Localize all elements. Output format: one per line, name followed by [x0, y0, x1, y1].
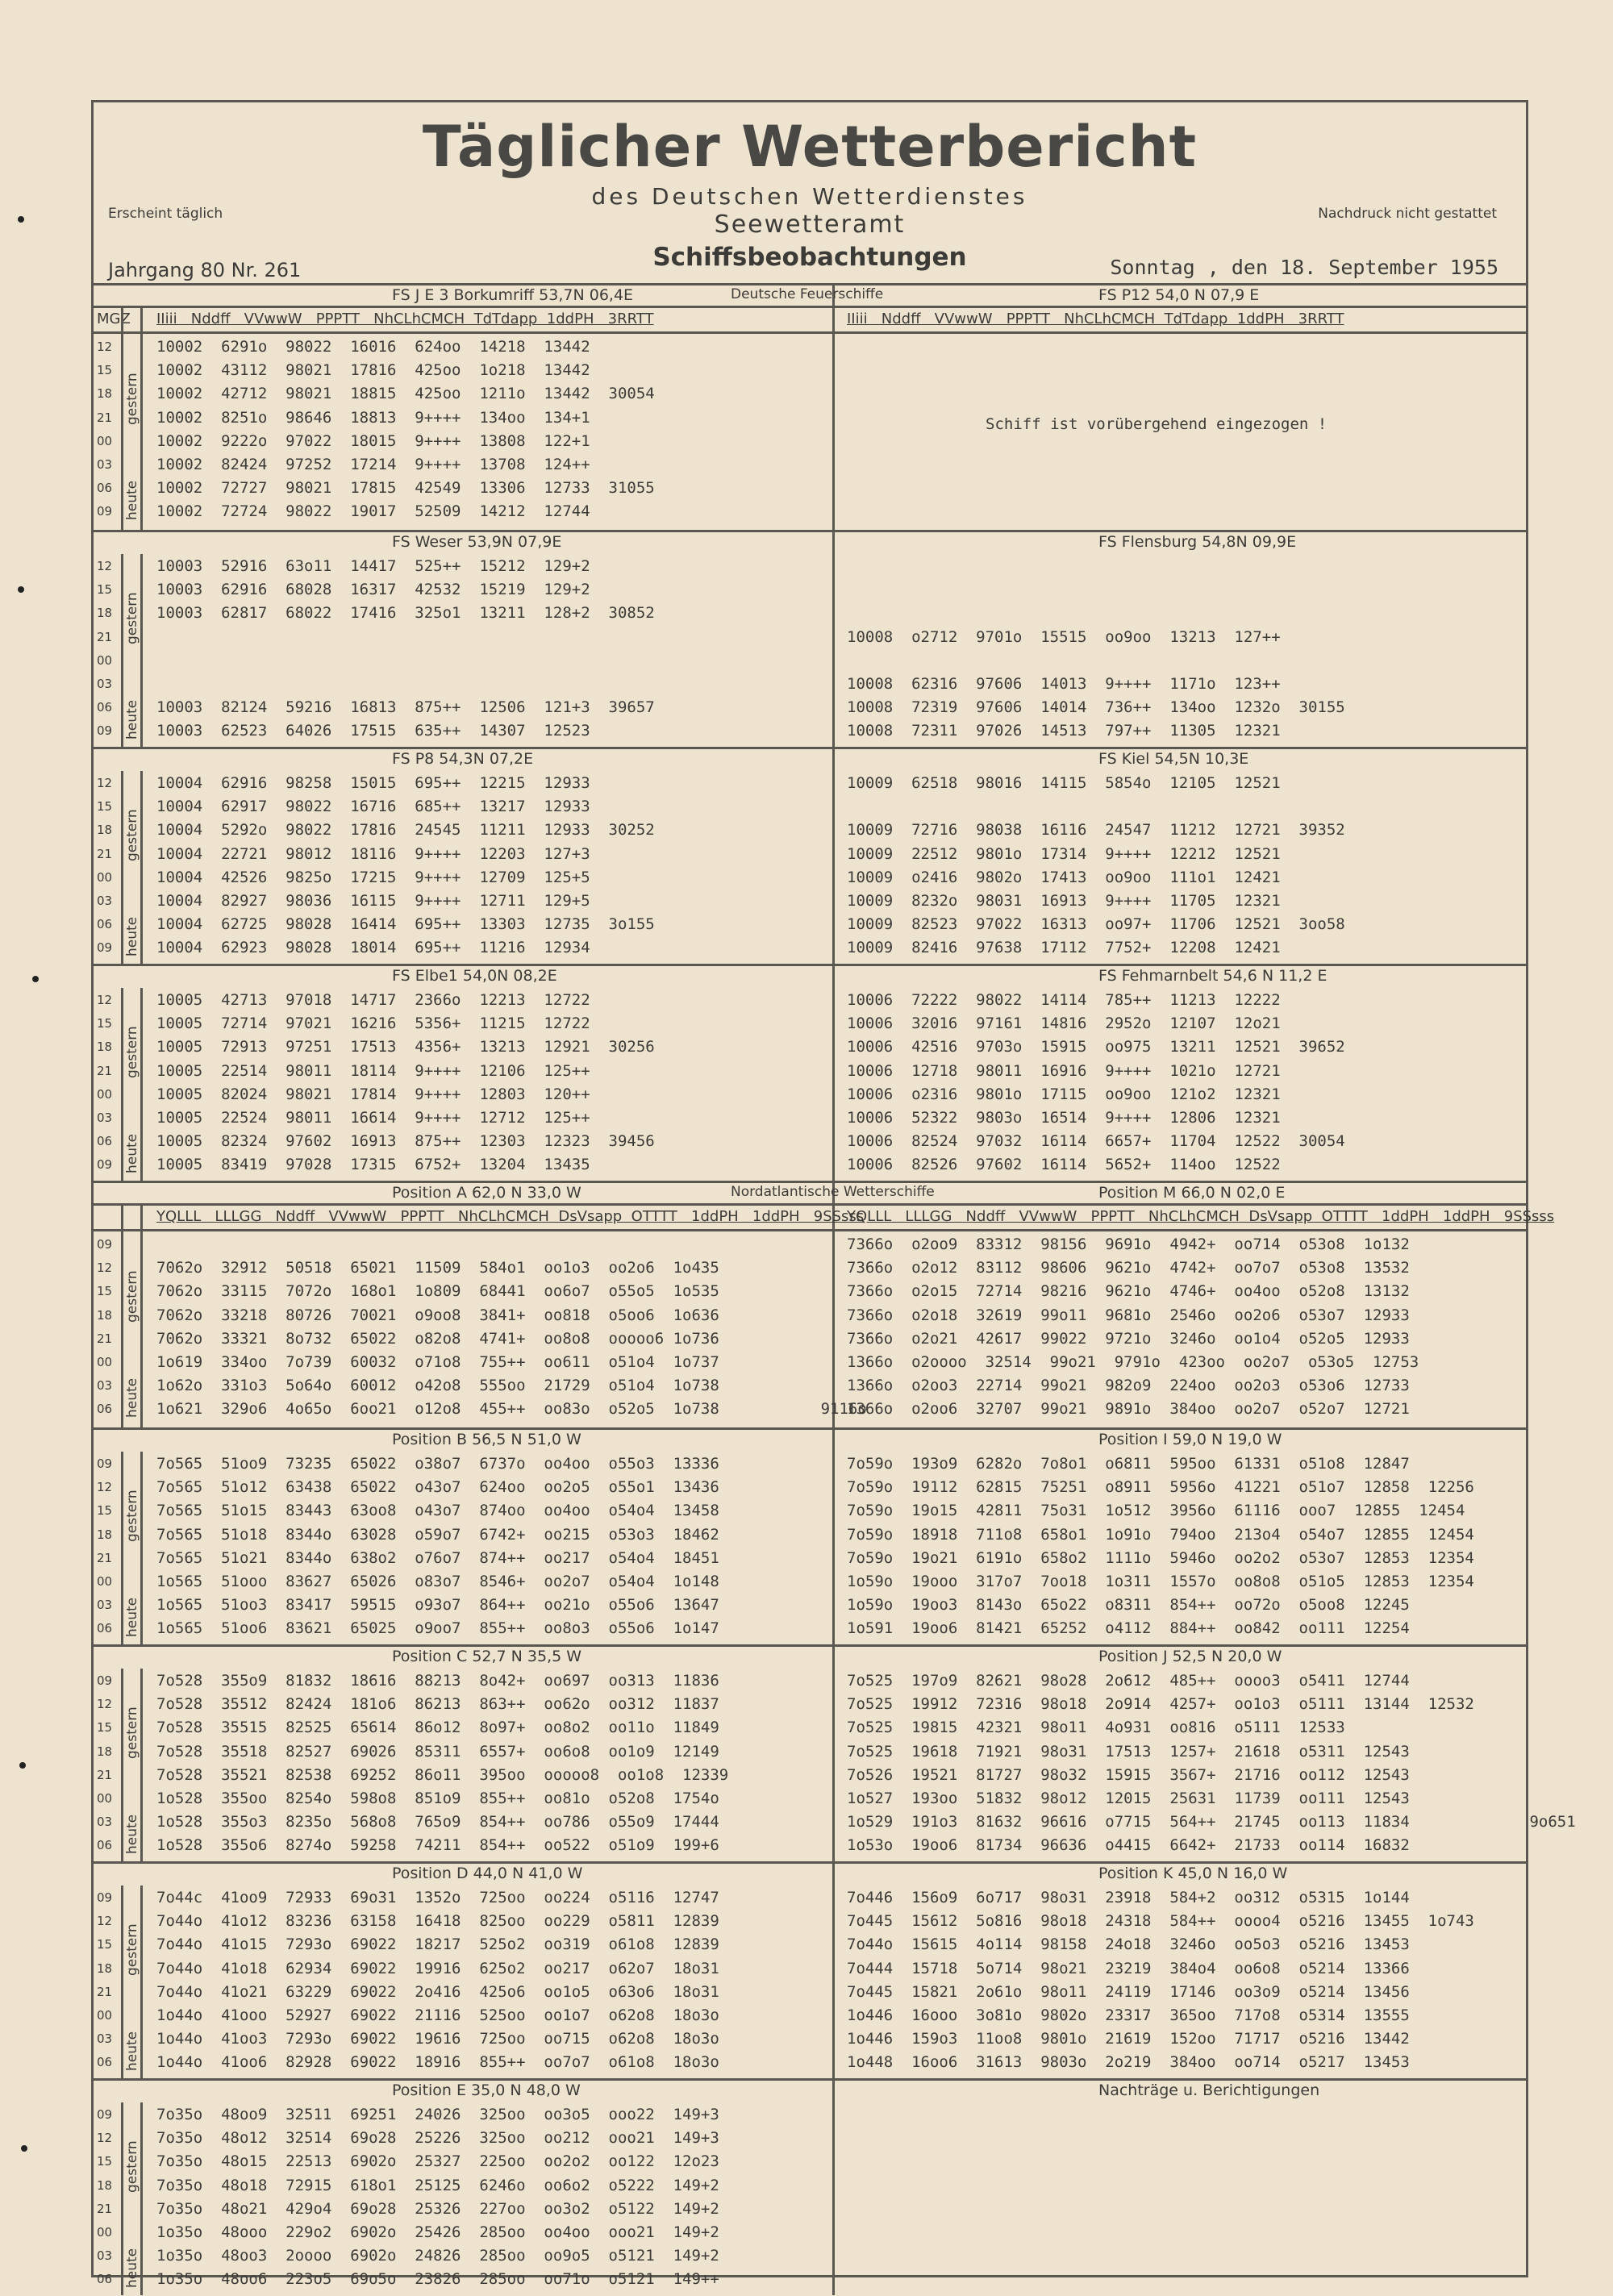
observation-row: 10009 72716 98038 16116 24547 11212 12721 39352	[847, 821, 1345, 840]
observation-row: 7062o 33321 8o732 65022 o82o8 4741+ oo8o8 ooooo6 1o736	[156, 1329, 719, 1348]
station-title: FS Kiel 54,5N 10,3E	[1098, 750, 1249, 768]
observation-hour: 12	[97, 559, 113, 573]
station-note: Schiff ist vorübergehend eingezogen !	[986, 415, 1327, 433]
observation-hour: 00	[97, 1574, 113, 1589]
section-label: Deutsche Feuerschiffe	[731, 286, 884, 302]
observation-row: 7o526 19521 81727 98o32 15915 3567+ 21716 oo112 12543	[847, 1765, 1410, 1784]
binding-hole-dot	[32, 976, 39, 982]
column-divider	[832, 530, 835, 747]
observation-row: 7o525 19618 71921 98o31 17513 1257+ 21618 o5311 12543	[847, 1742, 1410, 1761]
observation-row: 7o528 35518 82527 69026 85311 6557+ oo6o8 oo1o9 12149	[156, 1742, 719, 1761]
observation-row: 7o44c 41oo9 72933 69o31 1352o 725oo oo224 o5116 12747	[156, 1889, 719, 1906]
observation-hour: 06	[97, 1838, 113, 1853]
observation-row: 7062o 32912 50518 65021 11509 584o1 oo1o3 oo2o6 1o435	[156, 1259, 719, 1277]
observation-row: 10006 72222 98022 14114 785++ 11213 12222	[847, 991, 1281, 1009]
observation-row: 10008 72311 97026 14513 797++ 11305 12321	[847, 722, 1281, 740]
observation-hour: 15	[97, 582, 113, 598]
observation-hour: 09	[97, 1237, 113, 1252]
observation-hour: 00	[97, 1086, 113, 1102]
observation-row: 1o59o 19ooo 317o7 7oo18 1o311 1557o oo8o8 o51o5 12853 12354	[847, 1573, 1474, 1590]
observation-row: 7o446 156o9 6o717 98o31 23918 584+2 oo312 o5315 1o144	[847, 1889, 1410, 1906]
observation-row: 10004 22721 98012 18116 9++++ 12203 127+3	[156, 844, 590, 863]
observation-row: 10006 32016 97161 14816 2952o 12107 12o21	[847, 1015, 1281, 1033]
observation-row: 7o44o 41o12 83236 63158 16418 825oo oo229 o5811 12839	[156, 1912, 719, 1931]
observation-row: 7o44o 41o15 7293o 69022 18217 525o2 oo319 o61o8 12839	[156, 1936, 719, 1954]
column-divider	[832, 1861, 835, 2078]
observation-row: 7366o o2o18 32619 99o11 9681o 2546o oo2o6 o53o7 12933	[847, 1306, 1410, 1324]
observation-hour: 00	[97, 1355, 113, 1369]
observation-row: 7o525 19815 42321 98o11 4o931 oo816 o5111 12533	[847, 1719, 1345, 1737]
observation-row: 10006 82526 97602 16114 5652+ 114oo 12522	[847, 1156, 1281, 1174]
column-divider	[832, 1644, 835, 1861]
observation-hour: 09	[97, 504, 113, 519]
observation-hour: 18	[97, 1961, 113, 1976]
section-divider	[94, 283, 1526, 285]
observation-row: 7o528 35521 82538 69252 86o11 395oo ooooo8 oo1o8 12339	[156, 1765, 729, 1784]
hour-column-divider	[121, 1886, 123, 2078]
observation-row: 1o621 329o6 4o65o 6oo21 o12o8 455++ oo83o o52o5 1o738 9116o	[156, 1400, 867, 1419]
observation-row: 7o565 51o15 83443 63oo8 o43o7 874oo oo4oo o54o4 13458	[156, 1502, 719, 1520]
observation-row: 10003 62817 68022 17416 325o1 13211 128+2 30852	[156, 604, 655, 623]
observation-hour: 12	[97, 1261, 113, 1276]
observation-row: 10004 42526 9825o 17215 9++++ 12709 125+5	[156, 868, 590, 886]
observation-hour: 15	[97, 2154, 113, 2169]
observation-row: 10003 62916 68028 16317 42532 15219 129+2	[156, 581, 590, 599]
observation-row: 7o445 15821 2o61o 98o11 24119 17146 oo3o9 o5214 13456	[847, 1982, 1410, 2001]
observation-hour: 18	[97, 386, 113, 402]
observation-row: 10005 82324 97602 16913 875++ 12303 12323 39456	[156, 1132, 655, 1151]
observation-hour: 18	[97, 606, 113, 621]
observation-row: 10003 62523 64026 17515 635++ 14307 12523	[156, 722, 590, 740]
station-title: Nachträge u. Berichtigungen	[1098, 2081, 1320, 2099]
observation-row: 7o44o 41o21 63229 69022 2o416 425o6 oo1o5 o63o6 18o31	[156, 1982, 719, 2001]
observation-hour: 06	[97, 700, 113, 715]
observation-hour: 21	[97, 629, 113, 644]
observation-row: 10009 22512 9801o 17314 9++++ 12212 12521	[847, 844, 1281, 863]
station-title: Position I 59,0 N 19,0 W	[1098, 1431, 1282, 1448]
observation-row: 10005 42713 97018 14717 2366o 12213 12722	[156, 991, 590, 1009]
section-divider	[94, 964, 1526, 966]
observation-hour: 03	[97, 677, 113, 691]
observation-row: 7o44o 15615 4o114 98158 24o18 3246o oo5o3 o5216 13453	[847, 1936, 1410, 1954]
observation-row: 7o528 35512 82424 181o6 86213 863++ oo62o oo312 11837	[156, 1695, 719, 1714]
observation-row: 7366o o2o21 42617 99022 9721o 3246o oo1o4 o52o5 12933	[847, 1329, 1410, 1348]
observation-row: 7o445 15612 5o816 98o18 24318 584++ oooo4 o5216 13455 1o743	[847, 1912, 1474, 1931]
observation-hour: 21	[97, 846, 113, 861]
column-header-divider	[94, 306, 1526, 308]
observation-row: 1o35o 48oo3 2oooo 6902o 24826 285oo oo9o5 o5121 149+2	[156, 2247, 719, 2265]
observation-row: 10002 9222o 97022 18015 9++++ 13808 122+1	[156, 431, 590, 450]
observation-row: 7o59o 19o21 6191o 658o2 1111o 5946o oo2o2 o53o7 12853 12354	[847, 1548, 1474, 1567]
observation-row: 10009 82523 97022 16313 oo97+ 11706 12521 3oo58	[847, 915, 1345, 934]
day-label-gestern: gestern	[124, 2140, 140, 2193]
day-label-gestern: gestern	[124, 1706, 140, 1759]
observation-hour: 15	[97, 1284, 113, 1299]
section-divider	[94, 1181, 1526, 1183]
observation-row: 7o565 51o21 8344o 638o2 o76o7 874++ oo217 o54o4 18451	[156, 1548, 719, 1567]
observation-hour: 09	[97, 1456, 113, 1471]
observation-row: 1o446 16ooo 3o81o 9802o 23317 365oo 717o8 o5314 13555	[847, 2006, 1410, 2024]
observation-hour: 00	[97, 1791, 113, 1806]
column-divider	[832, 283, 835, 530]
hour-column-divider	[121, 1205, 123, 1427]
station-title: FS Elbe1 54,0N 08,2E	[392, 967, 557, 985]
observation-row: 10005 82024 98021 17814 9++++ 12803 120++	[156, 1085, 590, 1103]
day-label-heute: heute	[124, 1597, 140, 1637]
station-title: FS P12 54,0 N 07,9 E	[1098, 286, 1260, 304]
observation-row: 1366o o2oooo 32514 99o21 9791o 423oo oo2o7 o53o5 12753	[847, 1353, 1419, 1371]
observation-row: 7o528 355o9 81832 18616 88213 8o42+ oo697 oo313 11836	[156, 1672, 719, 1690]
observation-row: 10003 82124 59216 16813 875++ 12506 121+3 39657	[156, 698, 655, 717]
day-column-divider	[140, 988, 143, 1181]
observation-hour: 12	[97, 1697, 113, 1712]
observation-row: 7o444 15718 5o714 98o21 23219 384o4 oo6o8 o5214 13366	[847, 1959, 1410, 1977]
observation-hour: 06	[97, 2272, 113, 2287]
binding-hole-dot	[18, 216, 24, 223]
day-label-heute: heute	[124, 2248, 140, 2288]
hour-column-divider	[121, 988, 123, 1181]
station-title: FS P8 54,3N 07,2E	[392, 750, 534, 768]
issue-number: Jahrgang 80 Nr. 261	[108, 259, 302, 281]
observation-row: 10002 42712 98021 18815 425oo 1211o 13442 30054	[156, 385, 655, 403]
observation-row: 10004 62916 98258 15015 695++ 12215 12933	[156, 774, 590, 792]
observation-row: 10002 6291o 98022 16016 624oo 14218 13442	[156, 338, 590, 356]
day-column-divider	[140, 1205, 143, 1427]
copyright-note: Nachdruck nicht gestattet	[1318, 206, 1497, 222]
binding-hole-dot	[19, 1762, 26, 1769]
observation-row: 7o59o 19112 62815 75251 o8911 5956o 41221 o51o7 12858 12256	[847, 1478, 1474, 1497]
observation-hour: 15	[97, 1503, 113, 1519]
observation-row: 1o35o 48ooo 229o2 6902o 25426 285oo oo4oo ooo21 149+2	[156, 2223, 719, 2241]
observation-hour: 15	[97, 1937, 113, 1952]
observation-hour: 21	[97, 1767, 113, 1782]
observation-hour: 18	[97, 1744, 113, 1759]
observation-row: 10005 83419 97028 17315 6752+ 13204 13435	[156, 1156, 590, 1174]
observation-row: 7o35o 48o12 32514 69o28 25226 325oo oo212 ooo21 149+3	[156, 2129, 719, 2148]
observation-row: 1o44o 41ooo 52927 69022 21116 525oo oo1o7 o62o8 18o3o	[156, 2006, 719, 2024]
column-header: IIiii Nddff VVwwW PPPTT NhCLhCMCH TdTdapp 1ddPH 3RRTT	[847, 310, 1344, 327]
observation-row: 1o565 51oo3 83417 59515 o93o7 864++ oo21o o55o6 13647	[156, 1596, 719, 1615]
observation-hour: 18	[97, 2177, 113, 2193]
section-divider	[94, 1861, 1526, 1864]
observation-hour: 03	[97, 2248, 113, 2264]
observation-row: 1o528 355o3 8235o 568o8 765o9 854++ oo786 o55o9 17444	[156, 1813, 719, 1831]
station-title: Position E 35,0 N 48,0 W	[392, 2081, 581, 2099]
observation-hour: 00	[97, 652, 113, 668]
day-label-gestern: gestern	[124, 1490, 140, 1542]
observation-hour: 18	[97, 1527, 113, 1542]
observation-row: 10004 5292o 98022 17816 24545 11211 12933 30252	[156, 821, 655, 840]
observation-hour: 21	[97, 2201, 113, 2216]
section-divider	[94, 2078, 1526, 2081]
observation-row: 7062o 33115 7072o 168o1 1o809 68441 oo6o7 o55o5 1o535	[156, 1282, 719, 1301]
observation-row: 10006 82524 97032 16114 6657+ 11704 12522 30054	[847, 1132, 1345, 1151]
report-office: Seewetteramt	[714, 210, 906, 239]
observation-row: 10009 62518 98016 14115 5854o 12105 12521	[847, 774, 1281, 792]
observation-row: 7o59o 193o9 6282o 7o8o1 o6811 595oo 61331 o51o8 12847	[847, 1455, 1410, 1473]
observation-row: 10005 22524 98011 16614 9++++ 12712 125++	[156, 1109, 590, 1127]
observation-row: 7o35o 48o21 429o4 69o28 25326 227oo oo3o2 o5122 149+2	[156, 2199, 719, 2218]
observation-row: 10008 62316 97606 14013 9++++ 1171o 123++	[847, 675, 1281, 693]
observation-row: 7o35o 48oo9 32511 69251 24026 325oo oo3o5 ooo22 149+3	[156, 2106, 719, 2123]
observation-hour: 06	[97, 917, 113, 932]
report-subtitle: des Deutschen Wetterdienstes	[591, 183, 1028, 210]
day-column-divider	[140, 1669, 143, 1861]
observation-hour: 06	[97, 1134, 113, 1149]
observation-row: 7o35o 48o18 72915 618o1 25125 6246o oo6o2 o5222 149+2	[156, 2176, 719, 2194]
day-label-heute: heute	[124, 1814, 140, 1854]
observation-row: 10006 12718 98011 16916 9++++ 1021o 12721	[847, 1061, 1281, 1080]
day-label-heute: heute	[124, 2031, 140, 2071]
day-column-divider	[140, 554, 143, 747]
observation-row: 10004 62917 98022 16716 685++ 13217 12933	[156, 798, 590, 816]
hour-column-divider	[121, 771, 123, 964]
day-label-heute: heute	[124, 1377, 140, 1418]
observation-row: 10004 62923 98028 18014 695++ 11216 12934	[156, 939, 590, 957]
observation-row: 7366o o2oo9 83312 98156 9691o 4942+ oo714 o53o8 1o132	[847, 1236, 1410, 1253]
observation-hour: 03	[97, 894, 113, 908]
observation-row: 10009 o2416 9802o 17413 oo9oo 111o1 12421	[847, 868, 1281, 886]
issue-date: Sonntag , den 18. September 1955	[1110, 256, 1498, 279]
observation-hour: 12	[97, 776, 113, 790]
station-title: FS J E 3 Borkumriff 53,7N 06,4E	[392, 286, 634, 304]
observation-row: 1o591 19oo6 81421 65252 o4112 884++ oo842 oo111 12254	[847, 1619, 1410, 1638]
observation-row: 1366o o2oo6 32707 99o21 9891o 384oo oo2o7 o52o7 12721	[847, 1400, 1410, 1419]
observation-hour: 12	[97, 1914, 113, 1929]
day-label-heute: heute	[124, 699, 140, 740]
observation-row: 7o59o 18918 711o8 658o1 1o91o 794oo 213o4 o54o7 12855 12454	[847, 1525, 1474, 1544]
observation-row: 7o35o 48o15 22513 6902o 25327 225oo oo2o2 oo122 12o23	[156, 2152, 719, 2171]
report-section: Schiffsbeobachtungen	[652, 243, 967, 272]
day-column-divider	[140, 771, 143, 964]
hour-column-divider	[121, 1452, 123, 1644]
observation-hour: 00	[97, 869, 113, 885]
column-divider	[832, 964, 835, 1181]
section-label: Nordatlantische Wetterschiffe	[731, 1184, 935, 1200]
binding-hole-dot	[21, 2145, 27, 2152]
observation-row: 10006 o2316 9801o 17115 oo9oo 121o2 12321	[847, 1085, 1281, 1103]
observation-hour: 18	[97, 1040, 113, 1055]
observation-hour: 21	[97, 1063, 113, 1078]
column-header: YQLLL LLLGG Nddff VVwwW PPPTT NhCLhCMCH DsVsapp OTTTT 1ddPH 1ddPH 9SSsss	[156, 1208, 865, 1225]
observation-row: 10008 72319 97606 14014 736++ 134oo 1232o 30155	[847, 698, 1345, 717]
observation-row: 7o565 51oo9 73235 65022 o38o7 6737o oo4oo o55o3 13336	[156, 1455, 719, 1473]
observation-hour: 12	[97, 993, 113, 1007]
observation-hour: 06	[97, 1402, 113, 1417]
observation-row: 10002 43112 98021 17816 425oo 1o218 13442	[156, 361, 590, 380]
station-title: FS Flensburg 54,8N 09,9E	[1098, 533, 1297, 551]
observation-row: 10003 52916 63o11 14417 525++ 15212 129+2	[156, 557, 590, 575]
observation-hour: 06	[97, 481, 113, 496]
column-divider	[832, 747, 835, 964]
observation-row: 7o565 51o18 8344o 63028 o59o7 6742+ oo215 o53o3 18462	[156, 1525, 719, 1544]
day-label-heute: heute	[124, 916, 140, 956]
publication-note: Erscheint täglich	[108, 206, 223, 222]
column-header: IIiii Nddff VVwwW PPPTT NhCLhCMCH TdTdapp 1ddPH 3RRTT	[156, 310, 654, 327]
station-title: Position J 52,5 N 20,0 W	[1098, 1648, 1282, 1665]
observation-row: 10006 42516 9703o 15915 oo975 13211 12521 39652	[847, 1038, 1345, 1056]
day-column-divider	[140, 1452, 143, 1644]
day-label-gestern: gestern	[124, 1026, 140, 1078]
observation-row: 10002 82424 97252 17214 9++++ 13708 124++	[156, 456, 590, 473]
station-title: Position C 52,7 N 35,5 W	[392, 1648, 582, 1665]
observation-row: 1o446 159o3 11oo8 9801o 21619 152oo 71717 o5216 13442	[847, 2030, 1410, 2048]
weather-report-sheet	[91, 100, 1576, 2289]
observation-hour: 15	[97, 363, 113, 378]
observation-row: 7o525 197o9 82621 98o28 2o612 485++ oooo3 o5411 12744	[847, 1672, 1410, 1690]
day-column-divider	[140, 307, 143, 530]
section-divider	[94, 1427, 1526, 1430]
day-label-heute: heute	[124, 480, 140, 520]
column-divider	[832, 2078, 835, 2295]
observation-row: 1o565 51ooo 83627 65026 o83o7 8546+ oo2o7 o54o4 1o148	[156, 1573, 719, 1590]
day-label-gestern: gestern	[124, 809, 140, 861]
station-title: Position A 62,0 N 33,0 W	[392, 1184, 581, 1202]
column-header-divider	[94, 1203, 1526, 1206]
observation-row: 7366o o2o15 72714 98216 9621o 4746+ oo4oo o52o8 13132	[847, 1282, 1410, 1301]
observation-row: 7366o o2o12 83112 98606 9621o 4742+ oo7o7 o53o8 13532	[847, 1259, 1410, 1277]
observation-hour: 00	[97, 433, 113, 448]
observation-row: 1366o o2oo3 22714 99o21 982o9 224oo oo2o3 o53o6 12733	[847, 1377, 1410, 1395]
station-title: FS Fehmarnbelt 54,6 N 11,2 E	[1098, 967, 1327, 985]
observation-row: 10002 8251o 98646 18813 9++++ 134oo 134+1	[156, 408, 590, 427]
observation-row: 10005 22514 98011 18114 9++++ 12106 125++	[156, 1061, 590, 1080]
observation-hour: 15	[97, 799, 113, 815]
observation-hour: 21	[97, 410, 113, 425]
observation-row: 10008 o2712 9701o 15515 oo9oo 13213 127++	[847, 627, 1281, 646]
observation-hour: 15	[97, 1016, 113, 1031]
observation-row: 1o529 191o3 81632 96616 o7715 564++ 21745 oo113 11834 9o651	[847, 1813, 1576, 1831]
observation-hour: 18	[97, 823, 113, 838]
observation-row: 10002 72727 98021 17815 42549 13306 12733 31055	[156, 479, 655, 498]
observation-row: 1o528 355oo 8254o 598o8 851o9 855++ oo81o o52o8 1754o	[156, 1790, 719, 1807]
observation-hour: 06	[97, 2055, 113, 2070]
observation-row: 10004 82927 98036 16115 9++++ 12711 129+5	[156, 892, 590, 910]
observation-hour: 12	[97, 1480, 113, 1495]
observation-hour: 03	[97, 1815, 113, 1830]
observation-hour: 09	[97, 2107, 113, 2122]
hour-column-divider	[121, 554, 123, 747]
observation-row: 1o619 334oo 7o739 60032 o71o8 755++ oo611 o51o4 1o737	[156, 1353, 719, 1371]
observation-hour: 09	[97, 1157, 113, 1173]
observation-row: 1o565 51oo6 83621 65025 o9oo7 855++ oo8o3 o55o6 1o147	[156, 1619, 719, 1638]
observation-row: 1o527 193oo 51832 98o12 12015 25631 11739 oo111 12543	[847, 1790, 1410, 1807]
observation-row: 7o565 51o12 63438 65022 o43o7 624oo oo2o5 o55o1 13436	[156, 1478, 719, 1497]
observation-hour: 03	[97, 1110, 113, 1125]
observation-hour: 09	[97, 940, 113, 956]
observation-row: 1o448 16oo6 31613 9803o 2o219 384oo oo714 o5217 13453	[847, 2053, 1410, 2072]
observation-row: 10006 52322 9803o 16514 9++++ 12806 12321	[847, 1109, 1281, 1127]
observation-row: 1o35o 48oo6 223o5 69o5o 23826 285oo oo71o o5121 149++	[156, 2270, 719, 2289]
column-header-divider	[94, 331, 1526, 334]
section-divider	[94, 1644, 1526, 1647]
observation-hour: 12	[97, 340, 113, 354]
column-header-mgz: MGZ	[97, 310, 131, 327]
observation-row: 7o525 19912 72316 98o18 2o914 4257+ oo1o3 o5111 13144 12532	[847, 1695, 1474, 1714]
day-label-heute: heute	[124, 1133, 140, 1173]
observation-hour: 12	[97, 2131, 113, 2146]
section-divider	[94, 747, 1526, 749]
observation-hour: 09	[97, 723, 113, 739]
observation-hour: 09	[97, 1890, 113, 1905]
day-column-divider	[140, 2102, 143, 2295]
observation-row: 10009 8232o 98031 16913 9++++ 11705 12321	[847, 892, 1281, 910]
observation-hour: 18	[97, 1307, 113, 1323]
observation-row: 7062o 33218 80726 70021 o9oo8 3841+ oo818 o5oo6 1o636	[156, 1306, 719, 1324]
station-title: Position M 66,0 N 02,0 E	[1098, 1184, 1286, 1202]
observation-hour: 03	[97, 1378, 113, 1394]
column-header: YQLLL LLLGG Nddff VVwwW PPPTT NhCLhCMCH DsVsapp OTTTT 1ddPH 1ddPH 9SSsss	[847, 1208, 1555, 1225]
hour-column-divider	[121, 2102, 123, 2295]
observation-row: 10005 72913 97251 17513 4356+ 13213 12921 30256	[156, 1038, 655, 1056]
section-divider	[94, 530, 1526, 532]
observation-hour: 00	[97, 2008, 113, 2023]
station-title: Position D 44,0 N 41,0 W	[392, 1865, 583, 1882]
observation-hour: 09	[97, 1673, 113, 1688]
day-label-gestern: gestern	[124, 373, 140, 425]
observation-row: 1o53o 19oo6 81734 96636 o4415 6642+ 21733 oo114 16832	[847, 1836, 1410, 1855]
observation-hour: 00	[97, 2225, 113, 2240]
observation-row: 1o62o 331o3 5o64o 60012 o42o8 555oo 21729 o51o4 1o738	[156, 1377, 719, 1395]
report-header	[94, 102, 1526, 283]
day-label-gestern: gestern	[124, 1270, 140, 1323]
observation-hour: 03	[97, 1598, 113, 1613]
observation-hour: 06	[97, 1621, 113, 1636]
observation-hour: 21	[97, 1550, 113, 1565]
observation-row: 10002 72724 98022 19017 52509 14212 12744	[156, 502, 590, 521]
observation-row: 10005 72714 97021 16216 5356+ 11215 12722	[156, 1015, 590, 1033]
hour-column-divider	[121, 1669, 123, 1861]
observation-row: 1o59o 19oo3 8143o 65o22 o8311 854++ oo72o o5oo8 12245	[847, 1596, 1410, 1615]
day-column-divider	[140, 1886, 143, 2078]
report-title: Täglicher Wetterbericht	[422, 114, 1198, 180]
column-header-divider	[94, 1229, 1526, 1231]
observation-row: 1o528 355o6 8274o 59258 74211 854++ oo522 o51o9 199+6	[156, 1836, 719, 1855]
station-title: Position B 56,5 N 51,0 W	[392, 1431, 581, 1448]
observation-row: 7o44o 41o18 62934 69022 19916 625o2 oo217 o62o7 18o31	[156, 1959, 719, 1977]
observation-hour: 03	[97, 457, 113, 472]
day-label-gestern: gestern	[124, 1923, 140, 1976]
day-label-gestern: gestern	[124, 592, 140, 644]
observation-hour: 21	[97, 1331, 113, 1346]
observation-row: 1o44o 41oo3 7293o 69022 19616 725oo oo715 o62o8 18o3o	[156, 2030, 719, 2048]
hour-column-divider	[121, 307, 123, 530]
observation-hour: 21	[97, 1984, 113, 1999]
station-title: Position K 45,0 N 16,0 W	[1098, 1865, 1288, 1882]
observation-hour: 15	[97, 1720, 113, 1736]
observation-row: 10004 62725 98028 16414 695++ 13303 12735 3o155	[156, 915, 655, 934]
observation-row: 7o59o 19o15 42811 75o31 1o512 3956o 61116 ooo7 12855 12454	[847, 1502, 1465, 1520]
column-divider	[832, 1427, 835, 1644]
observation-row: 10009 82416 97638 17112 7752+ 12208 12421	[847, 939, 1281, 957]
observation-row: 7o528 35515 82525 65614 86o12 8o97+ oo8o2 oo11o 11849	[156, 1719, 719, 1737]
station-title: FS Weser 53,9N 07,9E	[392, 533, 562, 551]
binding-hole-dot	[18, 586, 24, 593]
observation-hour: 03	[97, 2031, 113, 2047]
observation-row: 1o44o 41oo6 82928 69022 18916 855++ oo7o7 o61o8 18o3o	[156, 2053, 719, 2072]
